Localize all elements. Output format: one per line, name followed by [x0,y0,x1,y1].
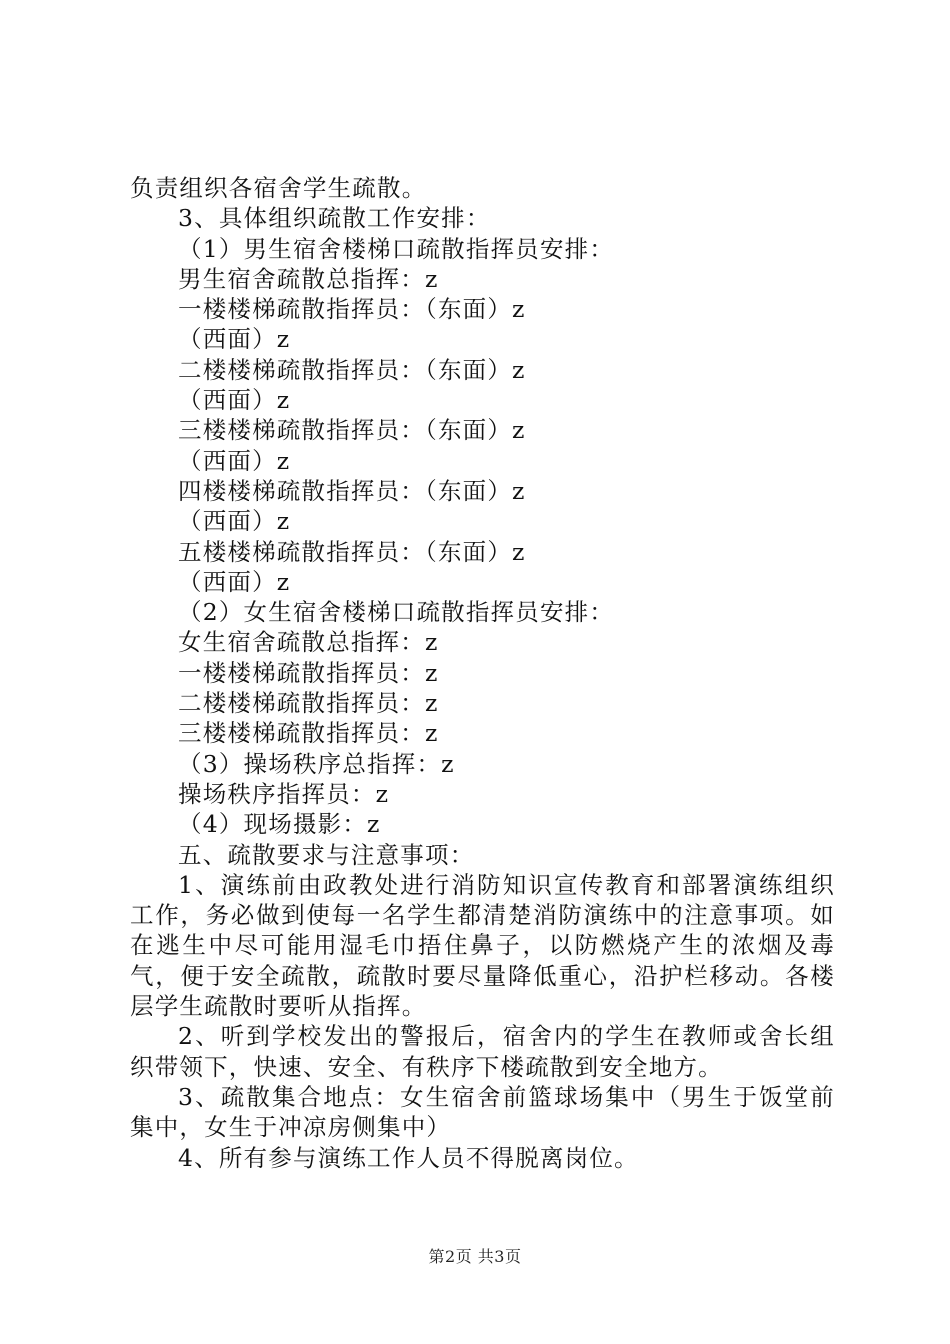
text-line: 一楼楼梯疏散指挥员：（东面）z [178,295,526,324]
text-line: 一楼楼梯疏散指挥员：z [178,658,439,687]
text-line: 负责组织各宿舍学生疏散。 [130,174,427,202]
text-line: 二楼楼梯疏散指挥员：z [178,689,439,718]
text-line: 男生宿舍疏散总指挥：z [178,264,439,293]
section-heading: 五、疏散要求与注意事项： [178,840,475,869]
text-line: （1）男生宿舍楼梯口疏散指挥员安排： [178,234,615,263]
text-line: 操场秩序指挥员：z [178,779,390,808]
text-line: （西面）z [178,446,291,475]
text-line: （西面）z [178,507,291,536]
text-line: （西面）z [178,386,291,415]
page-number-footer: 第2页 共3页 [428,1247,522,1266]
text-line: 四楼楼梯疏散指挥员：（东面）z [178,476,526,505]
text-line: （4）现场摄影：z [178,810,381,839]
document-body [130,173,835,1173]
text-line: 女生宿舍疏散总指挥：z [178,628,439,657]
paragraph: 2、听到学校发出的警报后，宿舍内的学生在教师或舍长组织带领下，快速、安全、有秩序下楼疏散到安全地方。 [130,1022,835,1081]
text-line: （西面）z [178,325,291,354]
paragraph: 4、所有参与演练工作人员不得脱离岗位。 [178,1143,639,1172]
paragraph: 1、演练前由政教处进行消防知识宣传教育和部署演练组织工作，务必做到使每一名学生都清楚消防演练中的注意事项。如在逃生中尽可能用湿毛巾捂住鼻子，以防燃烧产生的浓烟及毒气，便于安全疏散，疏散时要尽量降低重心，沿护栏移动。各楼层学生疏散时要听从指挥。 [130,870,835,1021]
text-line: （3）操场秩序总指挥：z [178,749,455,778]
text-line: 3、具体组织疏散工作安排： [178,204,491,233]
text-line: 二楼楼梯疏散指挥员：（东面）z [178,355,526,384]
text-line: 三楼楼梯疏散指挥员：（东面）z [178,416,526,445]
text-line: （2）女生宿舍楼梯口疏散指挥员安排： [178,598,615,627]
text-line: 三楼楼梯疏散指挥员：z [178,719,439,748]
paragraph: 3、疏散集合地点：女生宿舍前篮球场集中（男生于饭堂前集中，女生于冲凉房侧集中） [130,1082,835,1142]
text-line: （西面）z [178,567,291,596]
text-line: 五楼楼梯疏散指挥员：（东面）z [178,537,526,566]
